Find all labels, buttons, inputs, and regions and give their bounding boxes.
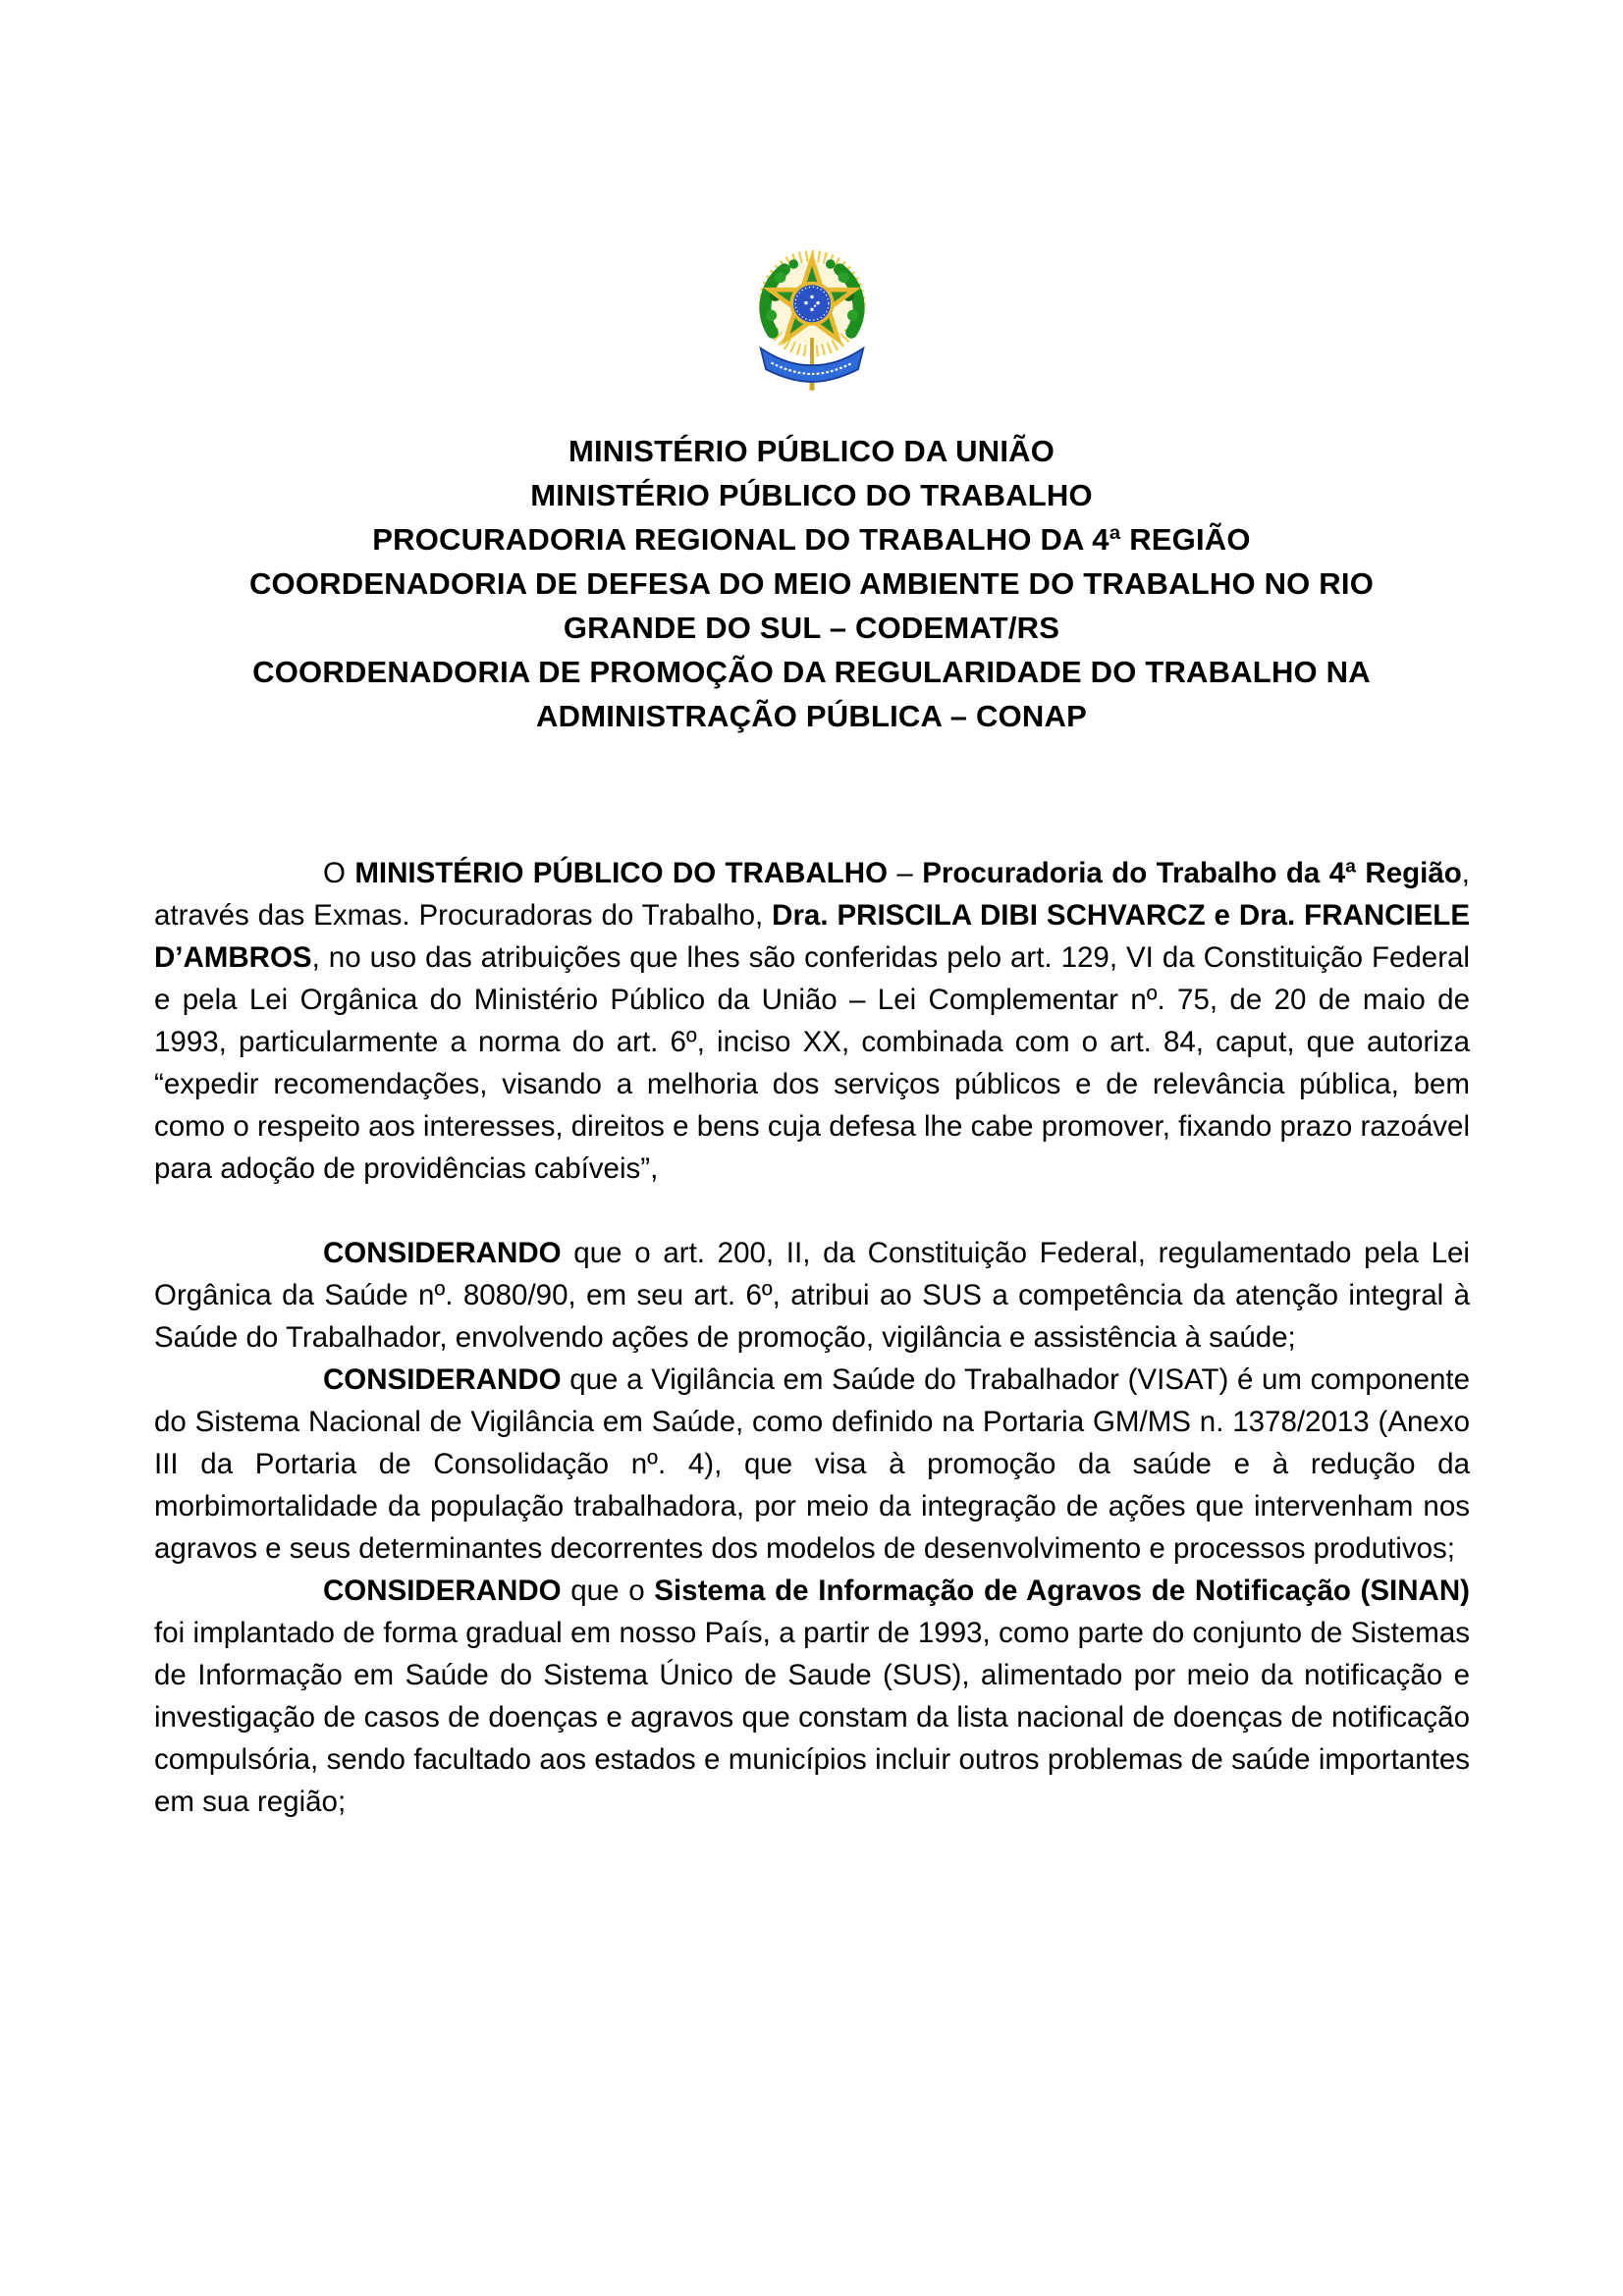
paragraph-run: , no uso das atribuições que lhes são conferidas pelo art. 129, VI da Constituição Federal e pela Lei Orgânica do Ministério Público da União – Lei Complementar nº. 75, de 20 de maio de 1993, particularmente a norma do art. 6º, inciso XX, combinada com o art. 84, caput, que autoriza “expedir recomendações, visando a melhoria dos serviços públicos e de relevância pública, bem como o respeito aos interesses, direitos e bens cuja defesa lhe cabe promover, fixando prazo razoável para adoção de providências cabíveis”, <box>154 941 1470 1185</box>
letterhead-line: MINISTÉRIO PÚBLICO DO TRABALHO <box>530 478 1093 512</box>
paragraph-run: que a Vigilância em Saúde do Trabalhador (VISAT) é um componente do Sistema Nacional de Vigilância em Saúde, como definido na Portaria GM/MS n. 1378/2013 (Anexo III da Portaria de Consolidação nº. 4), que visa à promoção da saúde e à redução da morbimortalidade da população trabalhadora, por meio da integração de ações que intervenham nos agravos e seus determinantes decorrentes dos modelos de desenvolvimento e processos produtivos; <box>154 1363 1470 1565</box>
paragraph-run-bold: Procuradoria do Trabalho da 4ª Região <box>922 857 1462 889</box>
document-body <box>154 852 1470 1823</box>
emblem-cross-star <box>813 304 815 306</box>
emblem-leaf <box>775 272 785 283</box>
letterhead-line: MINISTÉRIO PÚBLICO DA UNIÃO <box>568 434 1055 468</box>
emblem-cross-star <box>810 295 813 298</box>
brazil-coat-of-arms-icon <box>746 245 878 395</box>
emblem-leaf <box>838 272 848 283</box>
paragraph-run-bold: CONSIDERANDO <box>323 1575 562 1607</box>
paragraph-run-bold: Sistema de Informação de Agravos de Notificação (SINAN) <box>654 1575 1470 1607</box>
paragraph-run: que o <box>561 1575 655 1607</box>
emblem-leaf <box>788 259 798 269</box>
paragraph <box>154 1359 1470 1570</box>
letterhead-line: GRANDE DO SUL – CODEMAT/RS <box>563 611 1060 645</box>
paragraph-run: O <box>323 857 355 889</box>
paragraph-run-bold: CONSIDERANDO <box>323 1363 562 1396</box>
paragraph <box>154 1570 1470 1823</box>
paragraph-run-bold: MINISTÉRIO PÚBLICO DO TRABALHO <box>354 857 889 889</box>
paragraph-run: que o art. 200, II, da Constituição Federal, regulamentado pela Lei Orgânica da Saúde nº. 8080/90, em seu art. 6º, atribui ao SUS a competência da atenção integral à Saúde do Trabalhador, envolvendo ações de promoção, vigilância e assistência à saúde; <box>154 1237 1470 1354</box>
emblem-cross-star <box>816 301 819 304</box>
paragraph-run: – <box>888 857 923 889</box>
paragraph <box>154 852 1470 1190</box>
emblem-disc <box>791 283 833 324</box>
paragraph-run: foi implantado de forma gradual em nosso País, a partir de 1993, como parte do conjunto de Sistemas de Informação em Saúde do Sistema Único de Saude (SUS), alimentado por meio da notificação e investigação de casos de doenças e agravos que constam da lista nacional de doenças de notificação compulsória, sendo facultado aos estados e municípios incluir outros problemas de saúde importantes em sua região; <box>154 1617 1470 1818</box>
emblem-leaf <box>846 310 857 321</box>
emblem-leaf <box>825 259 835 269</box>
letterhead-line: ADMINISTRAÇÃO PÚBLICA – CONAP <box>536 699 1087 733</box>
letterhead-line: COORDENADORIA DE DEFESA DO MEIO AMBIENTE DO TRABALHO NO RIO <box>248 566 1375 601</box>
emblem-leaf <box>765 310 776 321</box>
paragraph <box>154 1232 1470 1359</box>
letterhead-line: PROCURADORIA REGIONAL DO TRABALHO DA 4ª REGIÃO <box>372 522 1251 557</box>
paragraph-run: , através das Exmas. Procuradoras do Trabalho, <box>154 857 1470 932</box>
letterhead-line: COORDENADORIA DE PROMOÇÃO DA REGULARIDADE DO TRABALHO NA <box>252 655 1371 689</box>
emblem-cross-star <box>810 308 813 311</box>
paragraph-run-bold: CONSIDERANDO <box>323 1237 562 1269</box>
paragraph-run-bold: Dra. PRISCILA DIBI SCHVARCZ e Dra. FRANCIELE D’AMBROS <box>154 899 1470 974</box>
letterhead <box>0 429 1623 738</box>
emblem-cross-star <box>804 301 807 304</box>
